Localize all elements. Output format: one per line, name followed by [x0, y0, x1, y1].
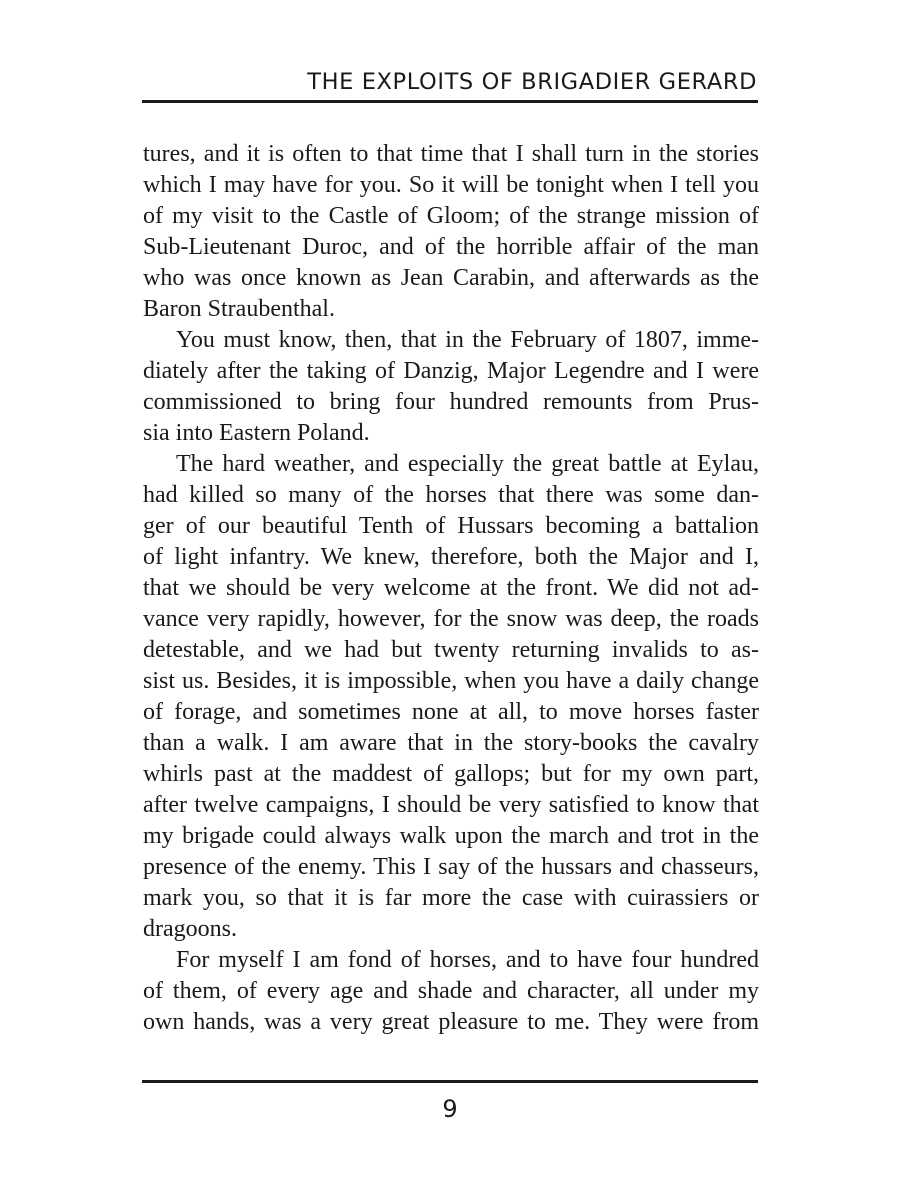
text-line: of them, of every age and shade and character, all under my [143, 978, 759, 1004]
text-line: that we should be very welcome at the front. We did not ad- [143, 575, 759, 601]
text-line: my brigade could always walk upon the march and trot in the [143, 823, 759, 849]
text-line: of forage, and sometimes none at all, to move horses faster [143, 699, 759, 725]
text-line: For myself I am fond of horses, and to have four hundred [176, 947, 759, 973]
text-line: after twelve campaigns, I should be very satisfied to know that [143, 792, 759, 818]
text-line: diately after the taking of Danzig, Major Legendre and I were [143, 358, 759, 384]
text-line: ger of our beautiful Tenth of Hussars becoming a battalion [143, 513, 759, 539]
text-line: than a walk. I am aware that in the story-books the cavalry [143, 730, 759, 756]
text-line: You must know, then, that in the February of 1807, imme- [176, 327, 759, 353]
text-line: whirls past at the maddest of gallops; but for my own part, [143, 761, 759, 787]
text-line: own hands, was a very great pleasure to me. They were from [143, 1009, 759, 1035]
text-line: tures, and it is often to that time that I shall turn in the stories [143, 141, 759, 167]
body-text [143, 139, 759, 1038]
text-line: of light infantry. We knew, therefore, both the Major and I, [143, 544, 759, 570]
text-line: detestable, and we had but twenty returning invalids to as- [143, 637, 759, 663]
text-line: The hard weather, and especially the great battle at Eylau, [176, 451, 759, 477]
text-line: vance very rapidly, however, for the snow was deep, the roads [143, 606, 759, 632]
text-line: sist us. Besides, it is impossible, when you have a daily change [143, 668, 759, 694]
text-line: Baron Straubenthal. [143, 296, 335, 322]
text-line: sia into Eastern Poland. [143, 420, 370, 446]
text-line: mark you, so that it is far more the case with cuirassiers or [143, 885, 759, 911]
text-line: had killed so many of the horses that there was some dan- [143, 482, 759, 508]
text-line: of my visit to the Castle of Gloom; of the strange mission of [143, 203, 759, 229]
running-header-title: THE EXPLOITS OF BRIGADIER GERARD [307, 69, 757, 95]
footer-rule [142, 1080, 758, 1083]
text-line: who was once known as Jean Carabin, and afterwards as the [143, 265, 759, 291]
text-line: Sub-Lieutenant Duroc, and of the horrible affair of the man [143, 234, 759, 260]
text-line: dragoons. [143, 916, 237, 942]
page-number: 9 [442, 1095, 458, 1123]
header-rule [142, 100, 758, 103]
text-line: presence of the enemy. This I say of the hussars and chasseurs, [143, 854, 759, 880]
text-line: which I may have for you. So it will be tonight when I tell you [143, 172, 759, 198]
text-line: commissioned to bring four hundred remounts from Prus- [143, 389, 759, 415]
